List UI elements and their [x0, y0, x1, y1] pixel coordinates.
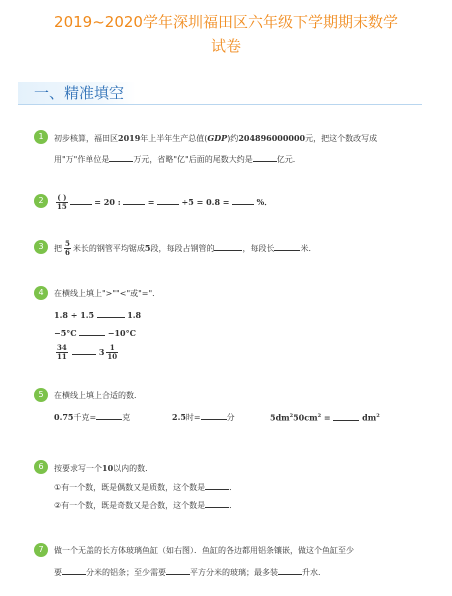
answer-blank[interactable] [79, 326, 105, 336]
answer-blank[interactable] [96, 410, 122, 420]
answer-blank[interactable] [157, 195, 179, 205]
gdp-term: GDP [207, 133, 228, 143]
fraction-numerator: 5 [65, 239, 70, 248]
comparison-right: 1.8 [127, 310, 142, 320]
fraction-denominator: 10 [107, 352, 118, 361]
question-text-line [54, 192, 272, 213]
text-span: 克 [122, 413, 131, 422]
fraction [56, 344, 68, 361]
answer-blank[interactable] [253, 152, 277, 162]
conversion-row [172, 410, 235, 424]
answer-blank[interactable] [205, 498, 229, 508]
text-span: ，每段长 [242, 244, 275, 253]
section-divider [18, 104, 422, 105]
answer-blank[interactable] [123, 195, 145, 205]
pieces-value: 5 [144, 243, 151, 253]
answer-blank[interactable] [166, 565, 190, 575]
comparison-left: 1.8 ÷ 1.5 [54, 310, 95, 320]
text-span: ÷5 = 0.8 = [181, 197, 230, 207]
answer-blank[interactable] [201, 410, 227, 420]
question-instruction [54, 462, 153, 475]
text-span: ①有一个数，既是偶数又是质数，这个数是 [54, 483, 206, 492]
text-span: 米． [300, 244, 317, 253]
mixed-whole: 3 [98, 347, 105, 357]
text-span: = [323, 412, 331, 423]
gdp-value: 204896000000 [238, 133, 306, 143]
text-span: 升水． [302, 568, 326, 577]
sub-question [54, 498, 237, 512]
value: 0.75 [54, 412, 74, 422]
text-span: 段，每段占钢管的 [150, 244, 215, 253]
sub-question [54, 480, 237, 494]
text-span: %． [256, 197, 273, 207]
text-span: 以内的数． [113, 464, 154, 473]
question-number-badge: 2 [34, 194, 48, 208]
question-number-badge: 7 [34, 543, 48, 557]
question-number-badge: 6 [34, 460, 48, 474]
text-span: 万元，省略"亿"后面的尾数大约是 [133, 155, 253, 164]
answer-blank[interactable] [333, 411, 359, 421]
fraction-numerator: 1 [106, 344, 118, 353]
text-span: 分米的铝条；至少需要 [86, 568, 166, 577]
section-header [18, 82, 422, 106]
value: 10 [102, 463, 114, 473]
comparison-row [54, 326, 136, 340]
question-text-line [54, 152, 301, 166]
unit: dm [362, 412, 377, 423]
text-span: )约 [227, 134, 239, 143]
answer-blank[interactable] [278, 565, 302, 575]
fraction [56, 194, 68, 211]
year-value: 2019 [118, 133, 141, 143]
document-title-line2: 试卷 [210, 37, 241, 55]
text-span: 平方分米的玻璃；最多装 [190, 568, 278, 577]
answer-blank[interactable] [72, 345, 96, 355]
text-span: = 20 : [94, 197, 121, 207]
answer-blank[interactable] [232, 195, 254, 205]
fraction-numerator: 34 [57, 343, 67, 352]
text-span: 亿元． [276, 155, 301, 164]
text-span: = [147, 197, 155, 207]
text-span: ． [229, 501, 238, 510]
fraction-denominator: 11 [57, 352, 67, 361]
text-span: 要 [54, 568, 62, 577]
text-span: 初步核算，福田区 [54, 134, 118, 143]
text-span: 时= [185, 413, 201, 422]
section-title: 一、精准填空 [34, 84, 125, 102]
text-span: 把 [54, 244, 62, 253]
value: 2.5 [172, 412, 186, 422]
text-span: 千克= [73, 413, 97, 422]
question-text-line: 做一个无盖的长方体玻璃鱼缸（如右图）．鱼缸的各边都用铝条镶嵌，做这个鱼缸至少 [54, 546, 354, 555]
conversion-row [54, 410, 130, 424]
answer-blank[interactable] [70, 195, 92, 205]
text-span: ②有一个数，既是奇数又是合数，这个数是 [54, 501, 206, 510]
question-text-line [54, 565, 326, 579]
comparison-left: −5°C [54, 328, 77, 338]
question-instruction: 在横线上填上">""<"或"="． [54, 289, 161, 298]
text-span: ． [229, 483, 238, 492]
answer-blank[interactable] [274, 241, 300, 251]
answer-blank[interactable] [214, 241, 242, 251]
answer-blank[interactable] [205, 480, 229, 490]
value: 50cm [293, 412, 318, 423]
text-span: 分 [226, 413, 235, 422]
question-text-line [54, 132, 377, 145]
document-title-line1: 2019~2020学年深圳福田区六年级下学期期末数学 [54, 13, 398, 31]
fraction-numerator: ( ) [57, 193, 67, 202]
text-span: 元，把这个数改写成 [305, 134, 378, 143]
fraction-denominator: 6 [65, 248, 70, 257]
question-number-badge: 4 [34, 286, 48, 300]
text-span: 年上半年生产总值( [140, 134, 208, 143]
value: 5dm [270, 412, 290, 423]
fraction-denominator: 15 [57, 202, 67, 211]
question-text-line [54, 238, 316, 259]
text-span: 按要求写一个 [54, 464, 102, 473]
question-number-badge: 1 [34, 130, 48, 144]
fraction [64, 240, 71, 257]
conversion-row: $5dm^250cm^2 = dm^2$ [270, 412, 380, 423]
answer-blank[interactable] [109, 152, 133, 162]
question-number-badge: 5 [34, 388, 48, 402]
text-span: 用"万"作单位是 [54, 155, 110, 164]
comparison-row [54, 308, 141, 322]
fraction [106, 344, 118, 361]
text-span: 米长的钢管平均锯成 [72, 244, 145, 253]
answer-blank[interactable] [62, 565, 86, 575]
comparison-right: −10°C [107, 328, 136, 338]
answer-blank[interactable] [97, 308, 125, 318]
comparison-row [54, 340, 120, 365]
question-instruction: 在横线上填上合适的数． [54, 391, 142, 400]
question-number-badge: 3 [34, 240, 48, 254]
